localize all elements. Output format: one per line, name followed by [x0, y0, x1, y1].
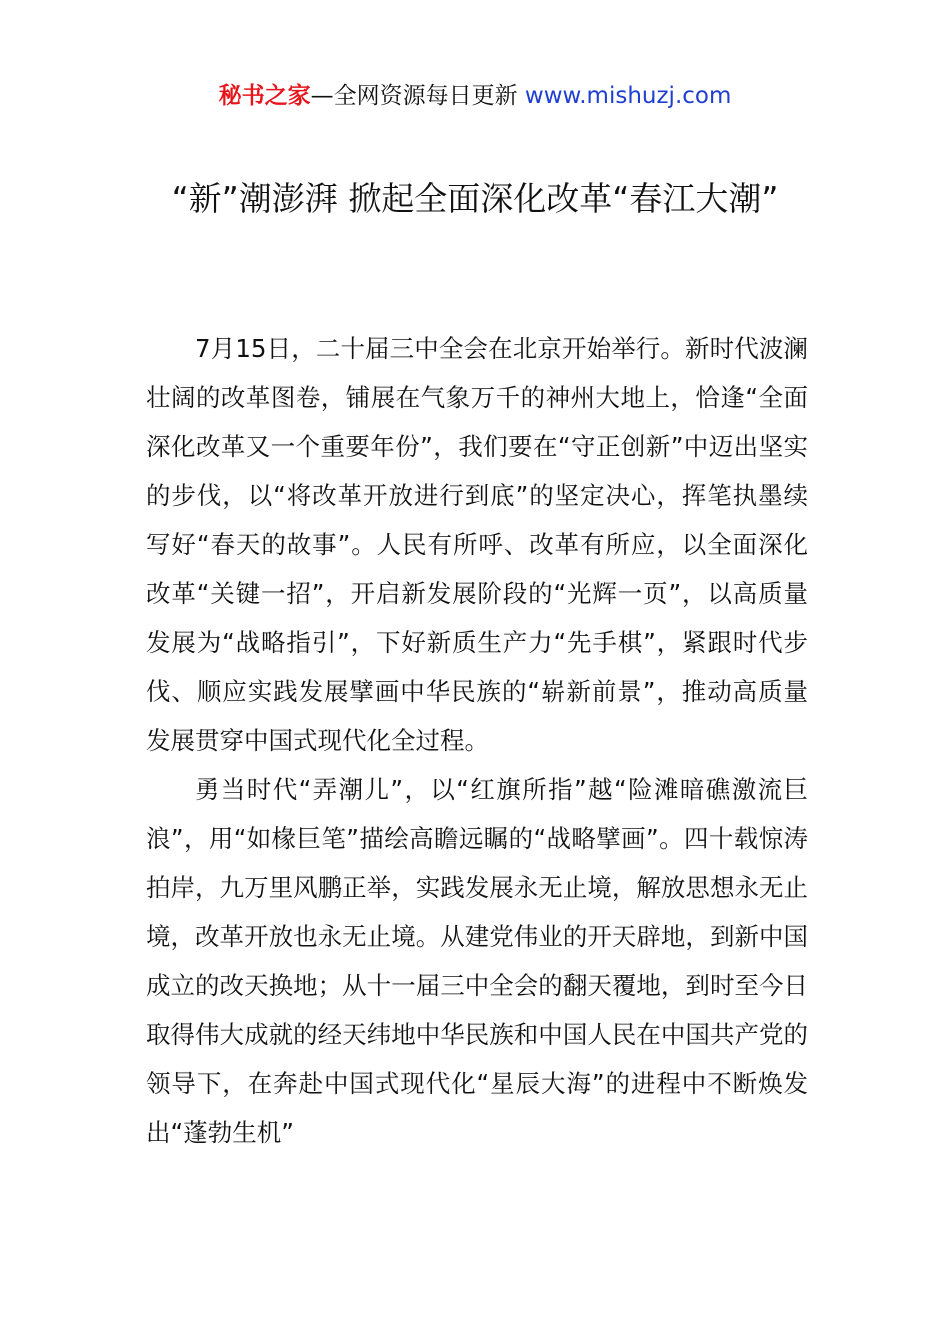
article-title: “新”潮澎湃 掀起全面深化改革“春江大潮” [171, 179, 779, 218]
article-body [146, 324, 808, 1157]
paragraph-2: 勇当时代“弄潮儿”，以“红旗所指”越“险滩暗礁激流巨浪”，用“如椽巨笔”描绘高瞻远瞩的“战略擘画”。四十载惊涛拍岸，九万里风鹏正举，实践发展永无止境，解放思想永无止境，改革开放也永无止境。从建党伟业的开天辟地，到新中国成立的改天换地；从十一届三中全会的翻天覆地，到时至今日取得伟大成就的经天纬地中华民族和中国人民在中国共产党的领导下，在奔赴中国式现代化“星辰大海”的进程中不断焕发出“蓬勃生机” [146, 775, 808, 1147]
paragraph-1: 7月15日，二十届三中全会在北京开始举行。新时代波澜壮阔的改革图卷，铺展在气象万千的神州大地上，恰逢“全面深化改革又一个重要年份”，我们要在“守正创新”中迈出坚实的步伐，以“将改革开放进行到底”的坚定决心，挥笔执墨续写好“春天的故事”。人民有所呼、改革有所应，以全面深化改革“关键一招”，开启新发展阶段的“光辉一页”，以高质量发展为“战略指引”，下好新质生产力“先手棋”，紧跟时代步伐、顺应实践发展擘画中华民族的“崭新前景”，推动高质量发展贯穿中国式现代化全过程。 [146, 334, 808, 755]
site-tagline: —全网资源每日更新 [310, 83, 525, 109]
site-header [0, 80, 950, 112]
site-name: 秘书之家 [218, 83, 311, 109]
site-url-link[interactable]: www.mishuzj.com [524, 83, 732, 109]
